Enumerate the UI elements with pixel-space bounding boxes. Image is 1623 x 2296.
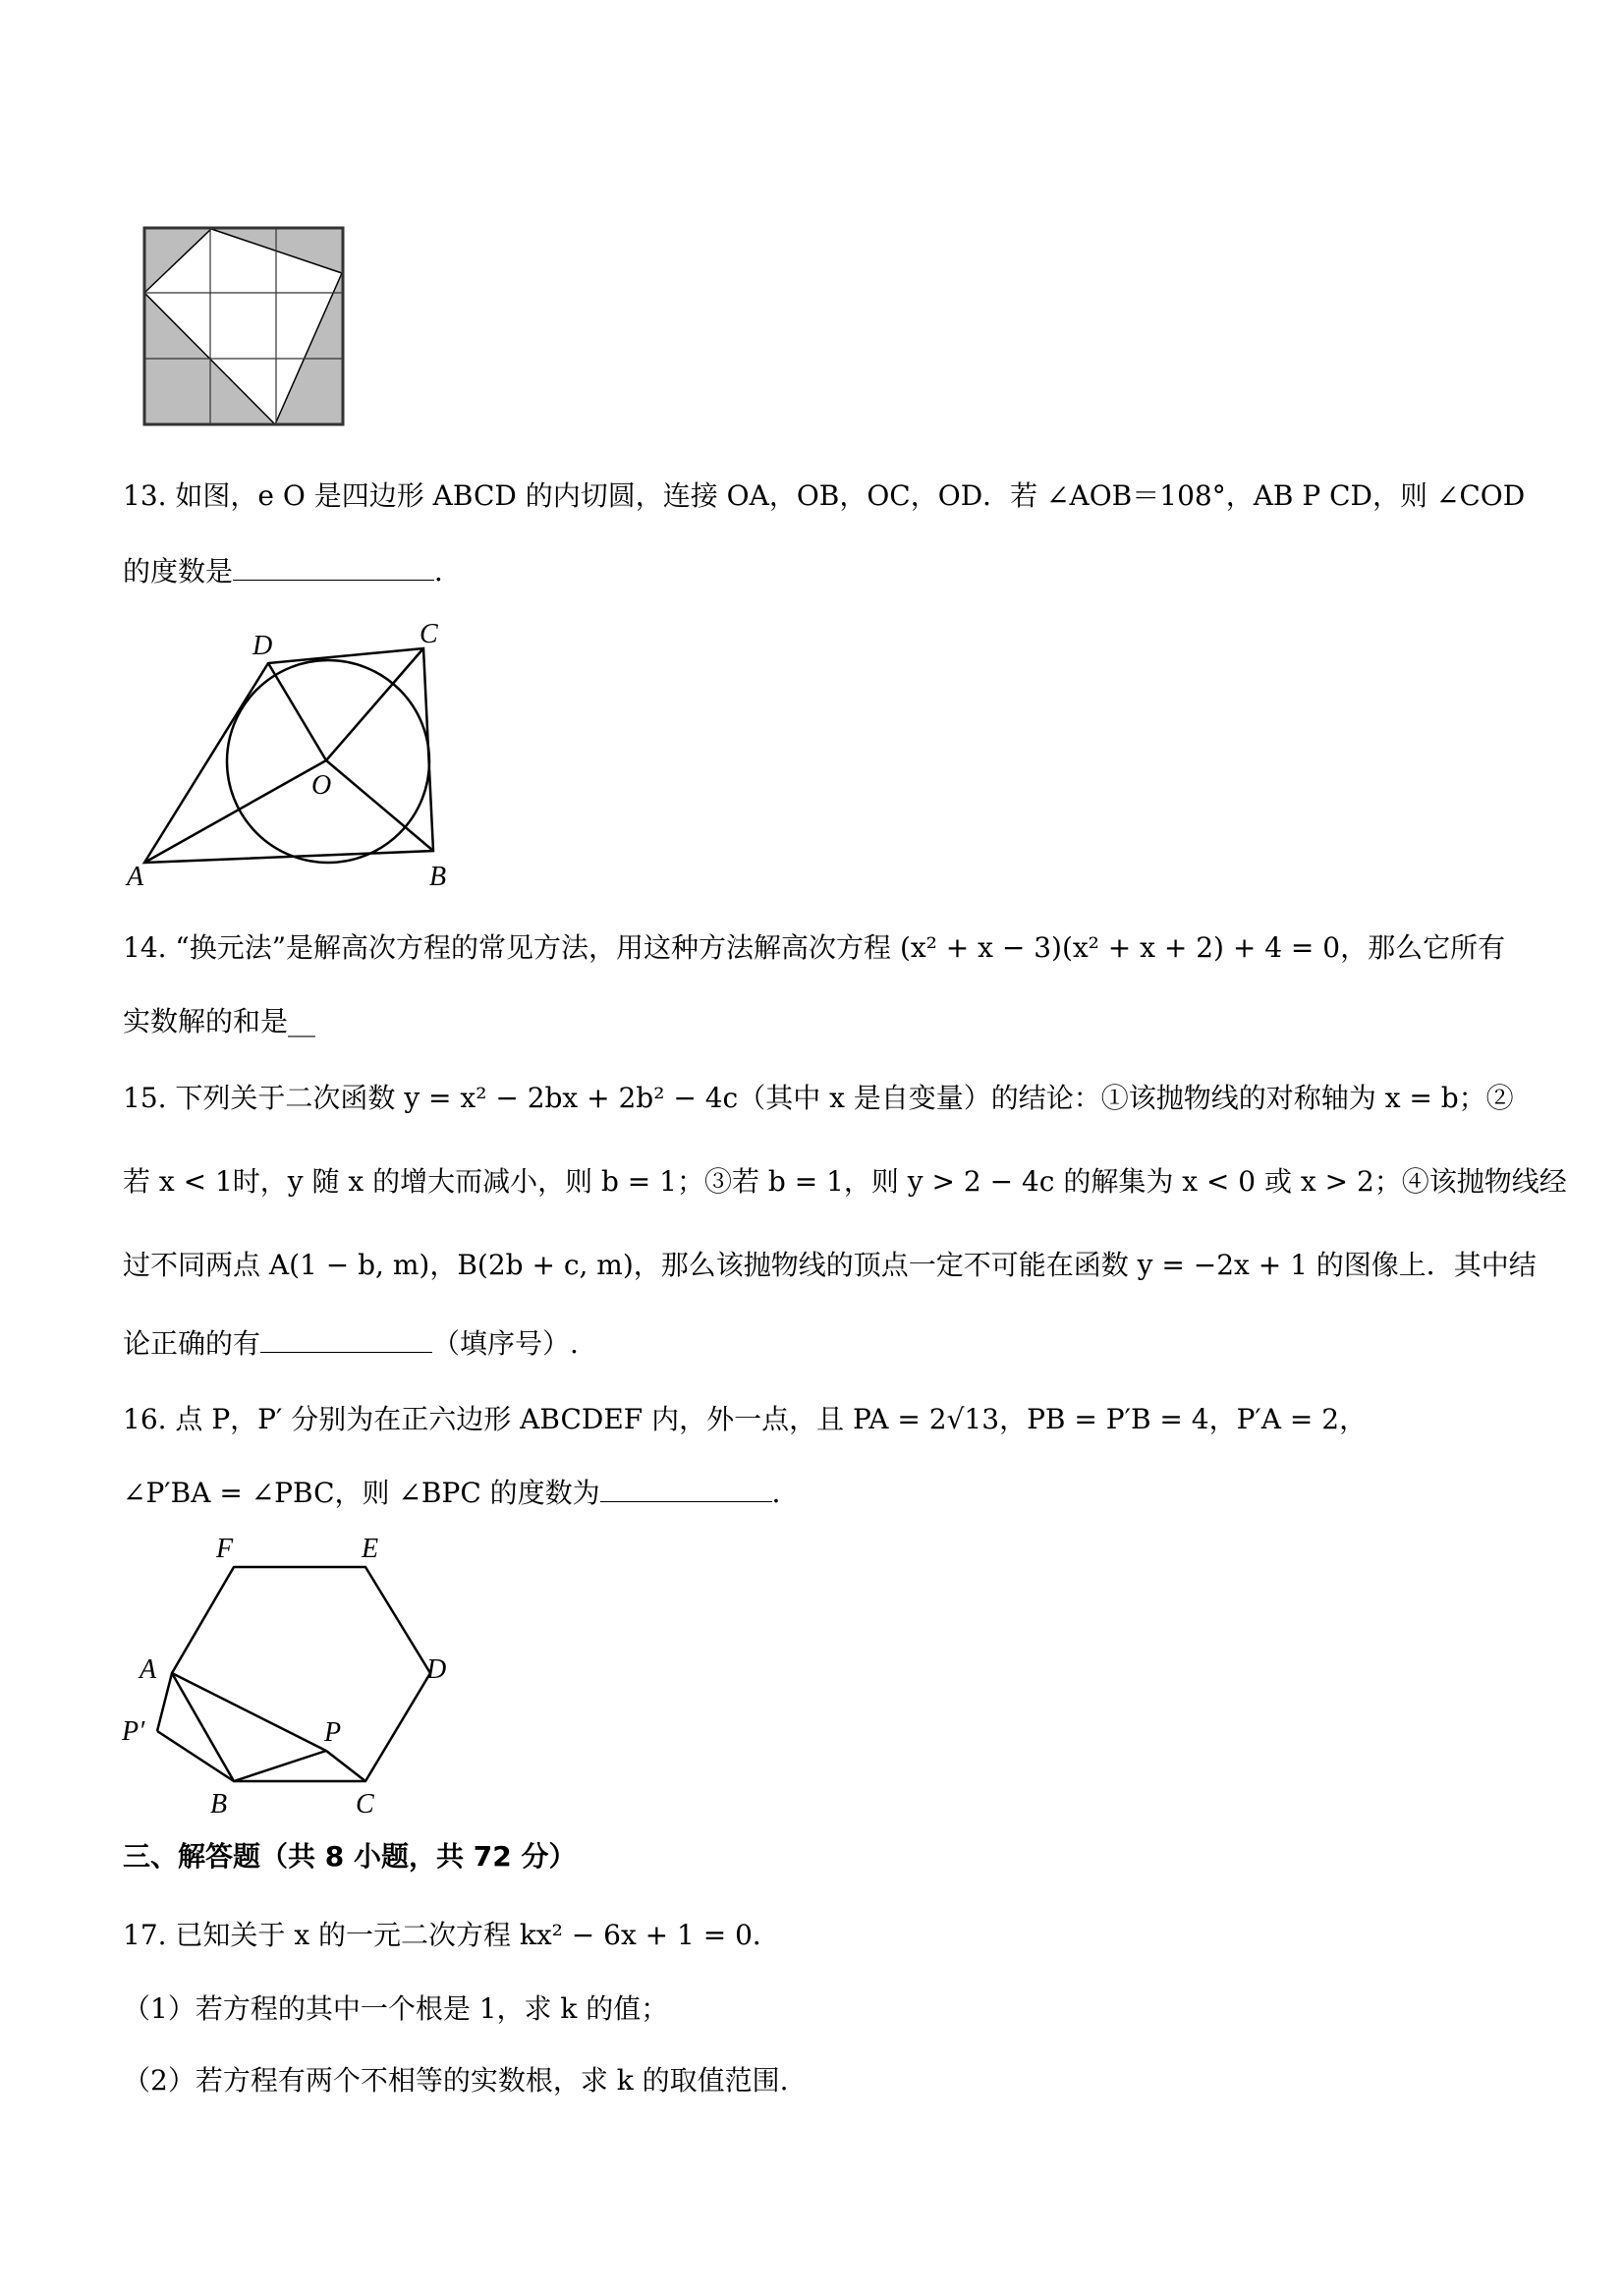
q16-line2-text: ∠P′BA = ∠PBC，则 ∠BPC 的度数为 [123, 1477, 600, 1509]
q16-label-f: F [216, 1534, 234, 1564]
q16-label-p: P [324, 1717, 342, 1748]
q13-label-c: C [420, 619, 438, 649]
q13-label-o: O [311, 770, 332, 801]
q16-answer-blank [600, 1474, 772, 1502]
q13-label-b: B [429, 862, 447, 889]
q13-answer-blank [233, 552, 434, 581]
q13-end: ． [434, 555, 463, 588]
q15-line3: 过不同两点 A(1 − b, m)，B(2b + c, m)，那么该抛物线的顶点一定不可能在函数 y = −2x + 1 的图像上．其中结 [123, 1249, 1537, 1281]
q15-line1: 15. 下列关于二次函数 y = x² − 2bx + 2b² − 4c（其中 x 是自变量）的结论：①该抛物线的对称轴为 x = b；② [123, 1082, 1514, 1114]
q16-label-a: A [140, 1654, 157, 1685]
q13-label-d: D [252, 631, 273, 661]
q16-line1: 16. 点 P，P′ 分别为在正六边形 ABCDEF 内，外一点，且 PA = 2√13，PB = P′B = 4，P′A = 2， [123, 1403, 1368, 1435]
q14-line1: 14. “换元法”是解高次方程的常见方法，用这种方法解高次方程 (x² + x − 3)(x² + x + 2) + 4 = 0，那么它所有 [123, 931, 1506, 964]
q15-line2: 若 x < 1时，y 随 x 的增大而减小，则 b = 1；③若 b = 1，则 y > 2 − 4c 的解集为 x < 0 或 x > 2；④该抛物线经 [123, 1165, 1567, 1198]
q16-label-pprime: P′ [122, 1716, 145, 1747]
q13-line2-text: 的度数是 [123, 555, 234, 588]
square-grid-figure [142, 226, 349, 428]
q16-label-c: C [356, 1789, 374, 1820]
q13-label-a: A [127, 862, 144, 889]
q13-incircle-figure [123, 619, 467, 889]
q16-label-b: B [210, 1789, 228, 1820]
q16-line2 [123, 1474, 1518, 1513]
q17-part1: （1）若方程的其中一个根是 1，求 k 的值； [123, 1992, 669, 2025]
q14-line2: 实数解的和是__ [123, 1005, 316, 1037]
q17-part2: （2）若方程有两个不相等的实数根，求 k 的取值范围. [123, 2064, 789, 2097]
q15-line4-text: 论正确的有 [123, 1327, 261, 1360]
q16-end: ． [771, 1477, 800, 1509]
q16-hexagon-figure [118, 1528, 462, 1822]
q17-stem: 17. 已知关于 x 的一元二次方程 kx² − 6x + 1 = 0． [123, 1919, 780, 1951]
q15-line4-end: （填序号）. [432, 1327, 579, 1360]
q13-line2 [123, 552, 1518, 591]
section3-title: 三、解答题（共 8 小题，共 72 分） [123, 1840, 577, 1873]
q15-answer-blank [260, 1324, 432, 1353]
q16-label-d: D [426, 1654, 447, 1685]
q16-label-e: E [362, 1534, 379, 1564]
q15-line4 [123, 1324, 1518, 1364]
q13-line1: 13. 如图，e O 是四边形 ABCD 的内切圆，连接 OA，OB，OC，OD．若 ∠AOB＝108°，AB P CD，则 ∠COD [123, 479, 1526, 512]
